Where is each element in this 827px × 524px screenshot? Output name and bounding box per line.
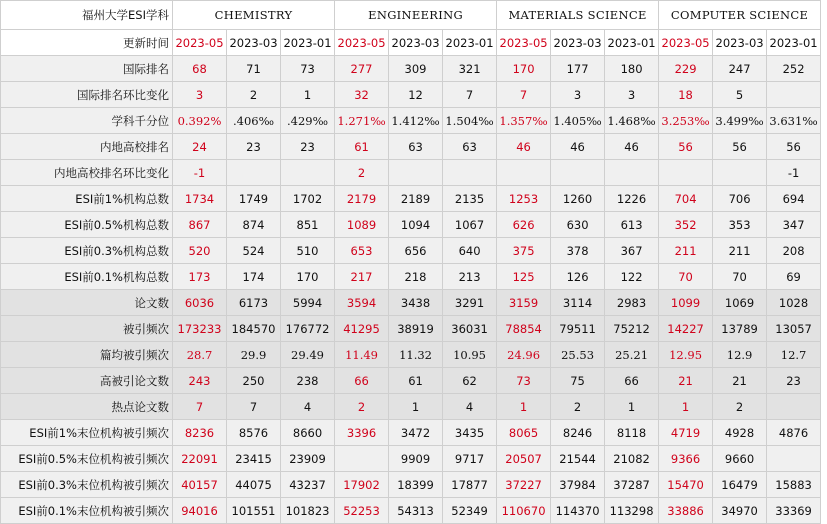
table-cell: -1 (173, 160, 227, 186)
table-cell: 1 (659, 394, 713, 420)
table-cell: 33886 (659, 498, 713, 524)
table-cell: 18399 (389, 472, 443, 498)
table-cell: 15470 (659, 472, 713, 498)
table-cell: 113298 (605, 498, 659, 524)
table-cell: 170 (281, 264, 335, 290)
table-cell: 3396 (335, 420, 389, 446)
table-cell: 68 (173, 56, 227, 82)
table-cell: 122 (605, 264, 659, 290)
table-cell: 12.9 (713, 342, 767, 368)
table-cell: 8065 (497, 420, 551, 446)
table-cell: 3.253‰ (659, 108, 713, 134)
table-cell: 1089 (335, 212, 389, 238)
table-cell: 347 (767, 212, 821, 238)
subject-materials-science: MATERIALS SCIENCE (497, 1, 659, 30)
table-cell: 71 (227, 56, 281, 82)
table-cell: 78854 (497, 316, 551, 342)
table-cell: 243 (173, 368, 227, 394)
row-label: 学科千分位 (1, 108, 173, 134)
table-cell: 2 (227, 82, 281, 108)
table-cell: 2 (335, 394, 389, 420)
table-cell: 75 (551, 368, 605, 394)
table-cell: 52349 (443, 498, 497, 524)
table-cell: 41295 (335, 316, 389, 342)
table-cell: 1.412‰ (389, 108, 443, 134)
table-cell: 1260 (551, 186, 605, 212)
table-cell: 2023-05 (659, 30, 713, 56)
table-cell: 2 (713, 394, 767, 420)
table-cell: 174 (227, 264, 281, 290)
table-row (1, 394, 821, 420)
table-cell: 8236 (173, 420, 227, 446)
table-cell: 23 (281, 134, 335, 160)
table-cell: 2023-01 (605, 30, 659, 56)
row-label: 国际排名环比变化 (1, 82, 173, 108)
row-label: ESI前1%末位机构被引频次 (1, 420, 173, 446)
table-cell: 69 (767, 264, 821, 290)
table-row (1, 108, 821, 134)
table-cell: 38919 (389, 316, 443, 342)
table-cell: 217 (335, 264, 389, 290)
table-cell: 126 (551, 264, 605, 290)
table-cell: 28.7 (173, 342, 227, 368)
table-cell: 3291 (443, 290, 497, 316)
table-cell: 1099 (659, 290, 713, 316)
table-cell: 34970 (713, 498, 767, 524)
table-cell: 56 (659, 134, 713, 160)
table-row (1, 134, 821, 160)
table-cell: 25.53 (551, 342, 605, 368)
table-cell: 1069 (713, 290, 767, 316)
table-cell: 1702 (281, 186, 335, 212)
table-cell: 16479 (713, 472, 767, 498)
table-cell: 22091 (173, 446, 227, 472)
table-cell (443, 160, 497, 186)
table-cell: 21544 (551, 446, 605, 472)
table-cell: 24.96 (497, 342, 551, 368)
table-cell (551, 160, 605, 186)
table-cell: 44075 (227, 472, 281, 498)
table-cell: 8118 (605, 420, 659, 446)
row-label: 篇均被引频次 (1, 342, 173, 368)
table-cell: 184570 (227, 316, 281, 342)
table-cell: 3.631‰ (767, 108, 821, 134)
table-row (1, 82, 821, 108)
table-cell: 13789 (713, 316, 767, 342)
table-cell: 1749 (227, 186, 281, 212)
table-cell: 2 (551, 394, 605, 420)
table-cell: 2023-05 (335, 30, 389, 56)
subject-engineering: ENGINEERING (335, 1, 497, 30)
table-cell (767, 394, 821, 420)
table-row (1, 56, 821, 82)
table-cell: 29.9 (227, 342, 281, 368)
table-cell: 9366 (659, 446, 713, 472)
table-cell: 62 (443, 368, 497, 394)
table-cell: 3114 (551, 290, 605, 316)
row-label: 高被引论文数 (1, 368, 173, 394)
table-cell: 101823 (281, 498, 335, 524)
table-row (1, 316, 821, 342)
table-cell: 4876 (767, 420, 821, 446)
table-cell: 2023-03 (389, 30, 443, 56)
table-cell: 626 (497, 212, 551, 238)
table-cell: 1 (281, 82, 335, 108)
table-cell: 173233 (173, 316, 227, 342)
row-label: ESI前1%机构总数 (1, 186, 173, 212)
table-cell: 874 (227, 212, 281, 238)
table-cell: 5 (713, 82, 767, 108)
table-cell: 37227 (497, 472, 551, 498)
table-cell: 11.49 (335, 342, 389, 368)
table-cell (227, 160, 281, 186)
table-cell (713, 160, 767, 186)
table-cell: 1 (497, 394, 551, 420)
table-cell: 9909 (389, 446, 443, 472)
table-row (1, 290, 821, 316)
table-cell: -1 (767, 160, 821, 186)
table-row (1, 30, 821, 56)
table-cell: 40157 (173, 472, 227, 498)
row-label: ESI前0.5%末位机构被引频次 (1, 446, 173, 472)
table-cell: 18 (659, 82, 713, 108)
table-cell: 110670 (497, 498, 551, 524)
table-row (1, 368, 821, 394)
table-cell: 6173 (227, 290, 281, 316)
table-cell (335, 446, 389, 472)
table-row (1, 498, 821, 524)
table-row (1, 212, 821, 238)
table-row (1, 420, 821, 446)
table-cell: 8246 (551, 420, 605, 446)
table-cell: 21082 (605, 446, 659, 472)
table-cell: 250 (227, 368, 281, 394)
table-cell: 32 (335, 82, 389, 108)
table-cell: 3 (605, 82, 659, 108)
table-cell: 2189 (389, 186, 443, 212)
table-cell: 213 (443, 264, 497, 290)
row-label: 被引频次 (1, 316, 173, 342)
table-cell: 247 (713, 56, 767, 82)
table-cell: 43237 (281, 472, 335, 498)
table-cell: 7 (173, 394, 227, 420)
table-cell: 170 (497, 56, 551, 82)
table-cell: 79511 (551, 316, 605, 342)
table-cell: 70 (713, 264, 767, 290)
table-cell (497, 160, 551, 186)
row-label: 国际排名 (1, 56, 173, 82)
table-cell: 3438 (389, 290, 443, 316)
table-cell: 56 (713, 134, 767, 160)
table-cell: 851 (281, 212, 335, 238)
table-cell: 208 (767, 238, 821, 264)
table-cell: 23 (767, 368, 821, 394)
row-label: ESI前0.3%机构总数 (1, 238, 173, 264)
table-cell: 211 (713, 238, 767, 264)
table-cell: 1.357‰ (497, 108, 551, 134)
table-cell: 61 (335, 134, 389, 160)
row-label: 更新时间 (1, 30, 173, 56)
table-cell: 1226 (605, 186, 659, 212)
subject-chemistry: CHEMISTRY (173, 1, 335, 30)
table-cell: 1.271‰ (335, 108, 389, 134)
table-cell: 3435 (443, 420, 497, 446)
table-title: 福州大学ESI学科 (1, 1, 173, 30)
table-cell: 1.504‰ (443, 108, 497, 134)
table-cell (659, 160, 713, 186)
table-cell: 321 (443, 56, 497, 82)
table-cell: 180 (605, 56, 659, 82)
table-cell: 3 (173, 82, 227, 108)
table-cell: 33369 (767, 498, 821, 524)
table-cell: 653 (335, 238, 389, 264)
table-cell: 56 (767, 134, 821, 160)
table-cell: 656 (389, 238, 443, 264)
table-cell: 3 (551, 82, 605, 108)
table-cell: 46 (497, 134, 551, 160)
table-cell: 11.32 (389, 342, 443, 368)
table-cell: 510 (281, 238, 335, 264)
table-cell: .429‰ (281, 108, 335, 134)
table-cell: 2983 (605, 290, 659, 316)
row-label: 内地高校排名 (1, 134, 173, 160)
table-cell: 1094 (389, 212, 443, 238)
table-cell (767, 82, 821, 108)
table-cell: 94016 (173, 498, 227, 524)
table-cell: 706 (713, 186, 767, 212)
table-cell: 52253 (335, 498, 389, 524)
subject-computer-science: COMPUTER SCIENCE (659, 1, 821, 30)
table-cell: 46 (605, 134, 659, 160)
table-cell: 252 (767, 56, 821, 82)
table-row (1, 186, 821, 212)
table-cell: 218 (389, 264, 443, 290)
table-row (1, 342, 821, 368)
table-cell: 353 (713, 212, 767, 238)
table-cell: 375 (497, 238, 551, 264)
table-cell: 2023-03 (227, 30, 281, 56)
table-cell: 4928 (713, 420, 767, 446)
table-cell: 8576 (227, 420, 281, 446)
table-cell: 3472 (389, 420, 443, 446)
table-cell: 309 (389, 56, 443, 82)
table-cell: 1253 (497, 186, 551, 212)
table-cell: .406‰ (227, 108, 281, 134)
table-cell: 704 (659, 186, 713, 212)
table-cell: 640 (443, 238, 497, 264)
table-cell: 13057 (767, 316, 821, 342)
table-cell: 8660 (281, 420, 335, 446)
table-cell: 10.95 (443, 342, 497, 368)
table-cell: 46 (551, 134, 605, 160)
table-cell: 6036 (173, 290, 227, 316)
table-cell: 12.95 (659, 342, 713, 368)
table-cell: 12.7 (767, 342, 821, 368)
table-cell: 211 (659, 238, 713, 264)
table-cell: 2023-01 (443, 30, 497, 56)
table-cell: 114370 (551, 498, 605, 524)
table-cell: 9660 (713, 446, 767, 472)
table-cell: 17902 (335, 472, 389, 498)
table-cell: 2023-03 (713, 30, 767, 56)
table-cell: 867 (173, 212, 227, 238)
row-label: ESI前0.3%末位机构被引频次 (1, 472, 173, 498)
table-cell: 125 (497, 264, 551, 290)
table-cell: 520 (173, 238, 227, 264)
table-cell: 2023-01 (767, 30, 821, 56)
table-cell: 1 (605, 394, 659, 420)
table-cell: 29.49 (281, 342, 335, 368)
table-cell: 75212 (605, 316, 659, 342)
table-cell: 70 (659, 264, 713, 290)
table-cell: 21 (659, 368, 713, 394)
table-cell: 7 (497, 82, 551, 108)
table-cell: 229 (659, 56, 713, 82)
table-cell: 3159 (497, 290, 551, 316)
table-cell: 7 (227, 394, 281, 420)
table-cell: 24 (173, 134, 227, 160)
table-cell: 63 (389, 134, 443, 160)
table-cell: 101551 (227, 498, 281, 524)
table-cell (767, 446, 821, 472)
table-cell: 73 (497, 368, 551, 394)
table-cell: 54313 (389, 498, 443, 524)
row-label: ESI前0.1%末位机构被引频次 (1, 498, 173, 524)
table-cell: 173 (173, 264, 227, 290)
table-cell: 277 (335, 56, 389, 82)
table-cell: 37984 (551, 472, 605, 498)
table-cell: 23 (227, 134, 281, 160)
table-cell: 12 (389, 82, 443, 108)
table-cell: 613 (605, 212, 659, 238)
table-row (1, 472, 821, 498)
table-cell: 177 (551, 56, 605, 82)
table-cell: 4 (443, 394, 497, 420)
table-cell: 15883 (767, 472, 821, 498)
table-row (1, 446, 821, 472)
table-cell: 1734 (173, 186, 227, 212)
table-cell (281, 160, 335, 186)
table-cell: 3.499‰ (713, 108, 767, 134)
table-cell: 66 (605, 368, 659, 394)
table-cell: 4719 (659, 420, 713, 446)
table-cell: 378 (551, 238, 605, 264)
table-cell: 1028 (767, 290, 821, 316)
table-cell: 176772 (281, 316, 335, 342)
table-cell: 694 (767, 186, 821, 212)
table-cell: 37287 (605, 472, 659, 498)
table-cell (605, 160, 659, 186)
subject-header-row (1, 1, 821, 30)
table-cell: 2 (335, 160, 389, 186)
table-cell: 20507 (497, 446, 551, 472)
table-cell: 4 (281, 394, 335, 420)
table-cell: 36031 (443, 316, 497, 342)
row-label: ESI前0.1%机构总数 (1, 264, 173, 290)
table-cell: 1.468‰ (605, 108, 659, 134)
table-cell: 2023-03 (551, 30, 605, 56)
table-cell: 238 (281, 368, 335, 394)
table-cell: 2023-01 (281, 30, 335, 56)
table-cell: 2135 (443, 186, 497, 212)
row-label: 论文数 (1, 290, 173, 316)
table-cell: 0.392% (173, 108, 227, 134)
table-cell: 25.21 (605, 342, 659, 368)
table-cell: 14227 (659, 316, 713, 342)
table-cell: 1067 (443, 212, 497, 238)
table-cell: 2179 (335, 186, 389, 212)
table-cell: 7 (443, 82, 497, 108)
table-row (1, 238, 821, 264)
table-cell: 23415 (227, 446, 281, 472)
row-label: 热点论文数 (1, 394, 173, 420)
table-cell: 524 (227, 238, 281, 264)
table-row (1, 264, 821, 290)
table-cell: 1.405‰ (551, 108, 605, 134)
table-cell: 352 (659, 212, 713, 238)
table-cell: 66 (335, 368, 389, 394)
table-cell: 367 (605, 238, 659, 264)
table-cell: 17877 (443, 472, 497, 498)
table-cell: 9717 (443, 446, 497, 472)
table-cell: 21 (713, 368, 767, 394)
row-label: 内地高校排名环比变化 (1, 160, 173, 186)
row-label: ESI前0.5%机构总数 (1, 212, 173, 238)
table-row (1, 160, 821, 186)
table-cell (389, 160, 443, 186)
table-cell: 61 (389, 368, 443, 394)
table-cell: 630 (551, 212, 605, 238)
table-cell: 2023-05 (173, 30, 227, 56)
table-cell: 5994 (281, 290, 335, 316)
table-cell: 3594 (335, 290, 389, 316)
table-cell: 23909 (281, 446, 335, 472)
table-cell: 2023-05 (497, 30, 551, 56)
table-cell: 73 (281, 56, 335, 82)
table-cell: 63 (443, 134, 497, 160)
table-cell: 1 (389, 394, 443, 420)
